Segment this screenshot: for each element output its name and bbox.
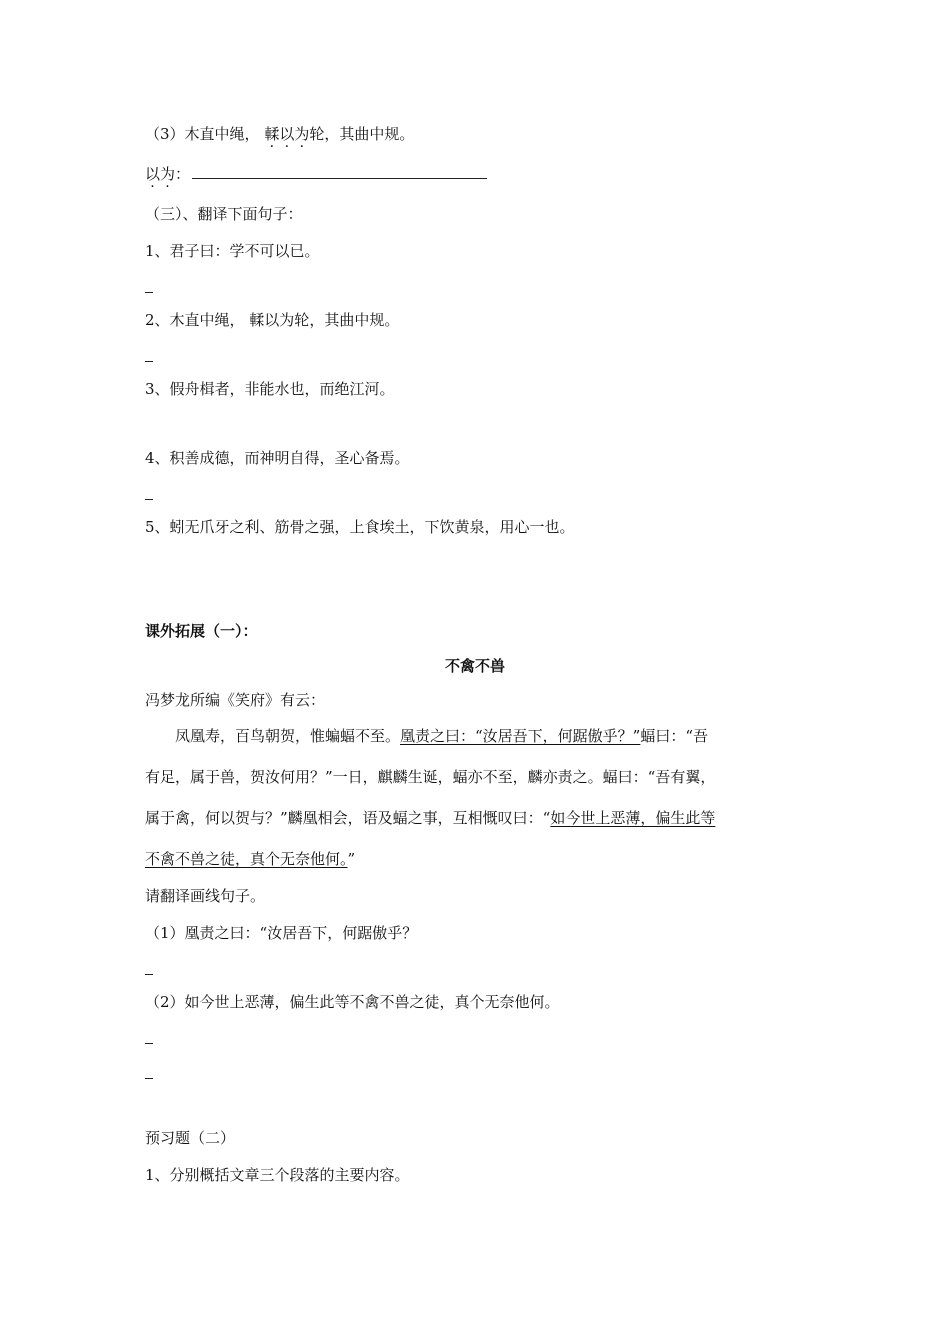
sentence-3: 3、假舟楫者，非能水也，而绝江河。 [145,380,395,398]
instruction: 请翻译画线句子。 [145,887,266,905]
sentence-5: 5、蚓无爪牙之利、筋骨之强，上食埃土，下饮黄泉，用心一也。 [145,518,575,536]
passage-line: 属于禽，何以贺与？”麟凰相会，语及蝠之事，互相慨叹曰：“如今世上恶薄，偏生此等 [145,809,716,827]
passage-title: 不禽不兽 [444,657,505,675]
answer-blank[interactable] [145,292,153,293]
sentence-2: 2、木直中绳， 輮以为轮，其曲中规。 [145,311,400,329]
underlined-sentence-2-cont: 不禽不兽之徒，真个无奈他何。 [145,850,348,868]
extension-heading: 课外拓展（一）： [145,622,258,640]
sentence-1: 1、君子曰：学不可以已。 [145,242,320,260]
emphasized-char: 以 [279,125,295,143]
answer-line[interactable] [192,164,487,179]
question-2: （2）如今世上恶薄，偏生此等不禽不兽之徒，真个无奈他何。 [145,993,560,1011]
answer-blank[interactable] [145,499,153,500]
preview-question-1: 1、分别概括文章三个段落的主要内容。 [145,1166,410,1184]
section-heading-translate: （三）、翻译下面句子： [145,205,303,223]
emphasized-char: 輮 [264,125,280,143]
fill-in-yiwei: 以为： [145,164,487,184]
emphasized-char: 以 [145,165,161,183]
preview-heading: 预习题（二） [145,1129,236,1147]
emphasized-char: 为 [294,125,310,143]
passage-body [145,716,810,880]
passage-source: 冯梦龙所编《笑府》有云： [145,691,326,709]
item-3: （3）木直中绳， 輮以为轮，其曲中规。 [145,125,415,143]
answer-blank[interactable] [145,1043,153,1044]
underlined-sentence-1: 凰责之曰：“汝居吾下，何踞傲乎？” [400,727,641,745]
answer-blank[interactable] [145,361,153,362]
question-1: （1）凰责之曰：“汝居吾下，何踞傲乎？ [145,924,418,942]
passage-line: 不禽不兽之徒，真个无奈他何。” [145,850,356,868]
emphasized-char: 为 [160,165,176,183]
answer-blank[interactable] [145,1078,153,1079]
answer-blank[interactable] [145,974,153,975]
passage-line: 有足，属于兽，贺汝何用？”一日，麒麟生诞，蝠亦不至，麟亦责之。蝠曰：“吾有翼， [145,768,716,786]
passage-line: 凤凰寿，百鸟朝贺，惟蝙蝠不至。凰责之曰：“汝居吾下，何踞傲乎？”蝠曰：“吾 [175,727,709,745]
underlined-sentence-2: 如今世上恶薄，偏生此等 [550,809,716,827]
sentence-4: 4、积善成德，而神明自得，圣心备焉。 [145,449,410,467]
